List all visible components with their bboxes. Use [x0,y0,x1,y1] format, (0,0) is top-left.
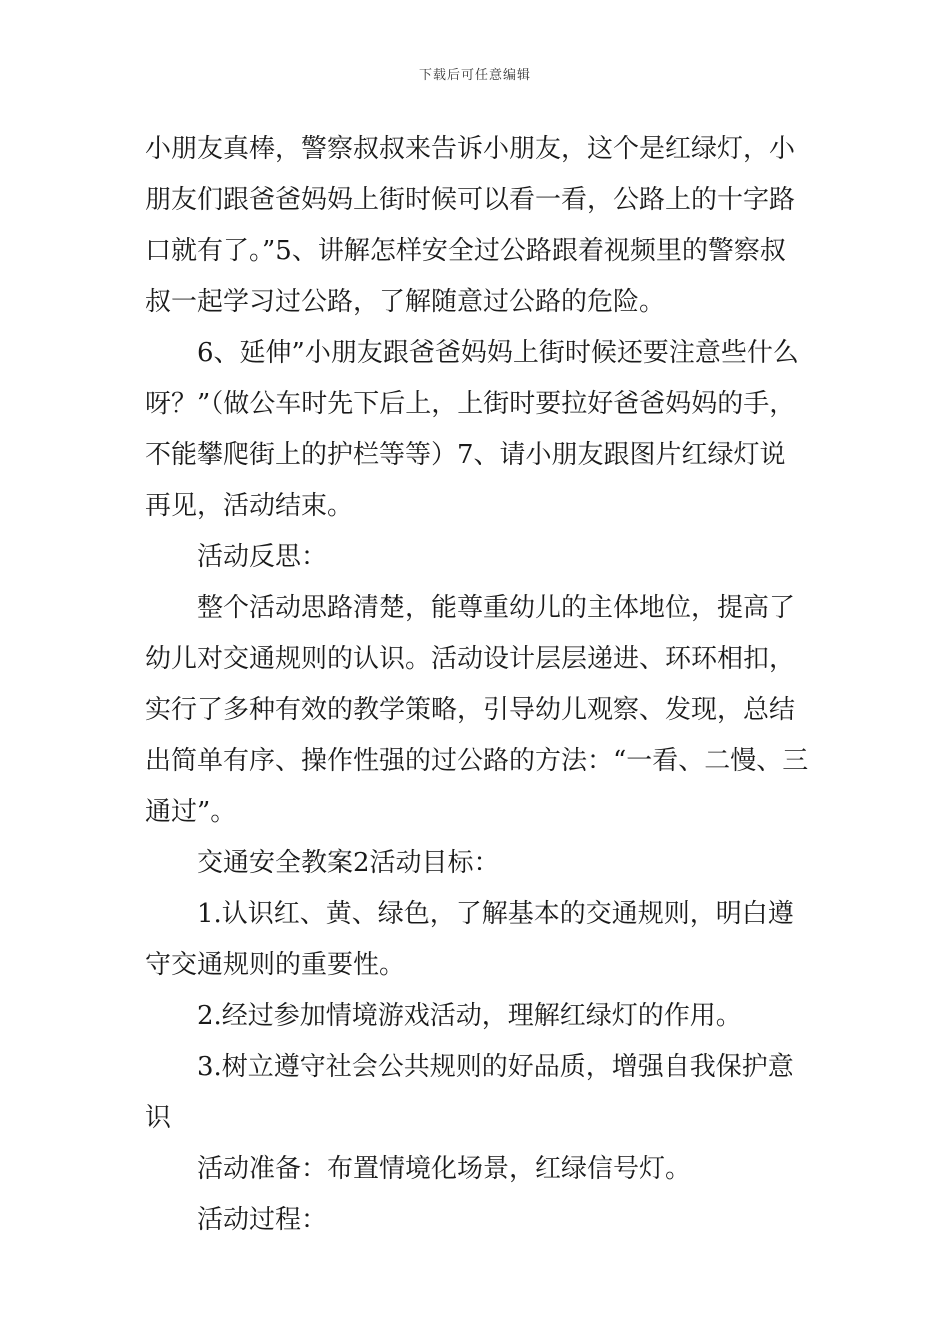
paragraph: 活动准备：布置情境化场景，红绿信号灯。 [197,1154,692,1184]
paragraph: 小朋友真棒，警察叔叔来告诉小朋友，这个是红绿灯，小朋友们跟爸爸妈妈上街时候可以看一看，公路上的十字路口就有了。”5、讲解怎样安全过公路跟着视频里的警察叔叔一起学习过公路，了解随意过公路的危险。 [145,134,796,317]
page-header: 下载后可任意编辑 [418,68,531,83]
paragraph: 6、延伸”小朋友跟爸爸妈妈上街时候还要注意些什么呀？”（做公车时先下后上，上街时要拉好爸爸妈妈的手，不能攀爬街上的护栏等等）7、请小朋友跟图片红绿灯说再见，活动结束。 [145,338,799,521]
list-item: 2.经过参加情境游戏活动，理解红绿灯的作用。 [197,1001,742,1031]
list-item: 3.树立遵守社会公共规则的好品质，增强自我保护意识 [145,1052,794,1133]
paragraph: 整个活动思路清楚，能尊重幼儿的主体地位，提高了幼儿对交通规则的认识。活动设计层层递进、环环相扣，实行了多种有效的教学策略，引导幼儿观察、发现，总结出简单有序、操作性强的过公路的方法：“一看、二慢、三通过”。 [145,593,809,827]
document-body [145,124,810,1246]
section-heading: 交通安全教案2活动目标： [197,848,500,878]
section-heading: 活动反思： [197,542,328,572]
section-heading: 活动过程： [197,1205,328,1235]
list-item: 1.认识红、黄、绿色，了解基本的交通规则，明白遵守交通规则的重要性。 [145,899,794,980]
